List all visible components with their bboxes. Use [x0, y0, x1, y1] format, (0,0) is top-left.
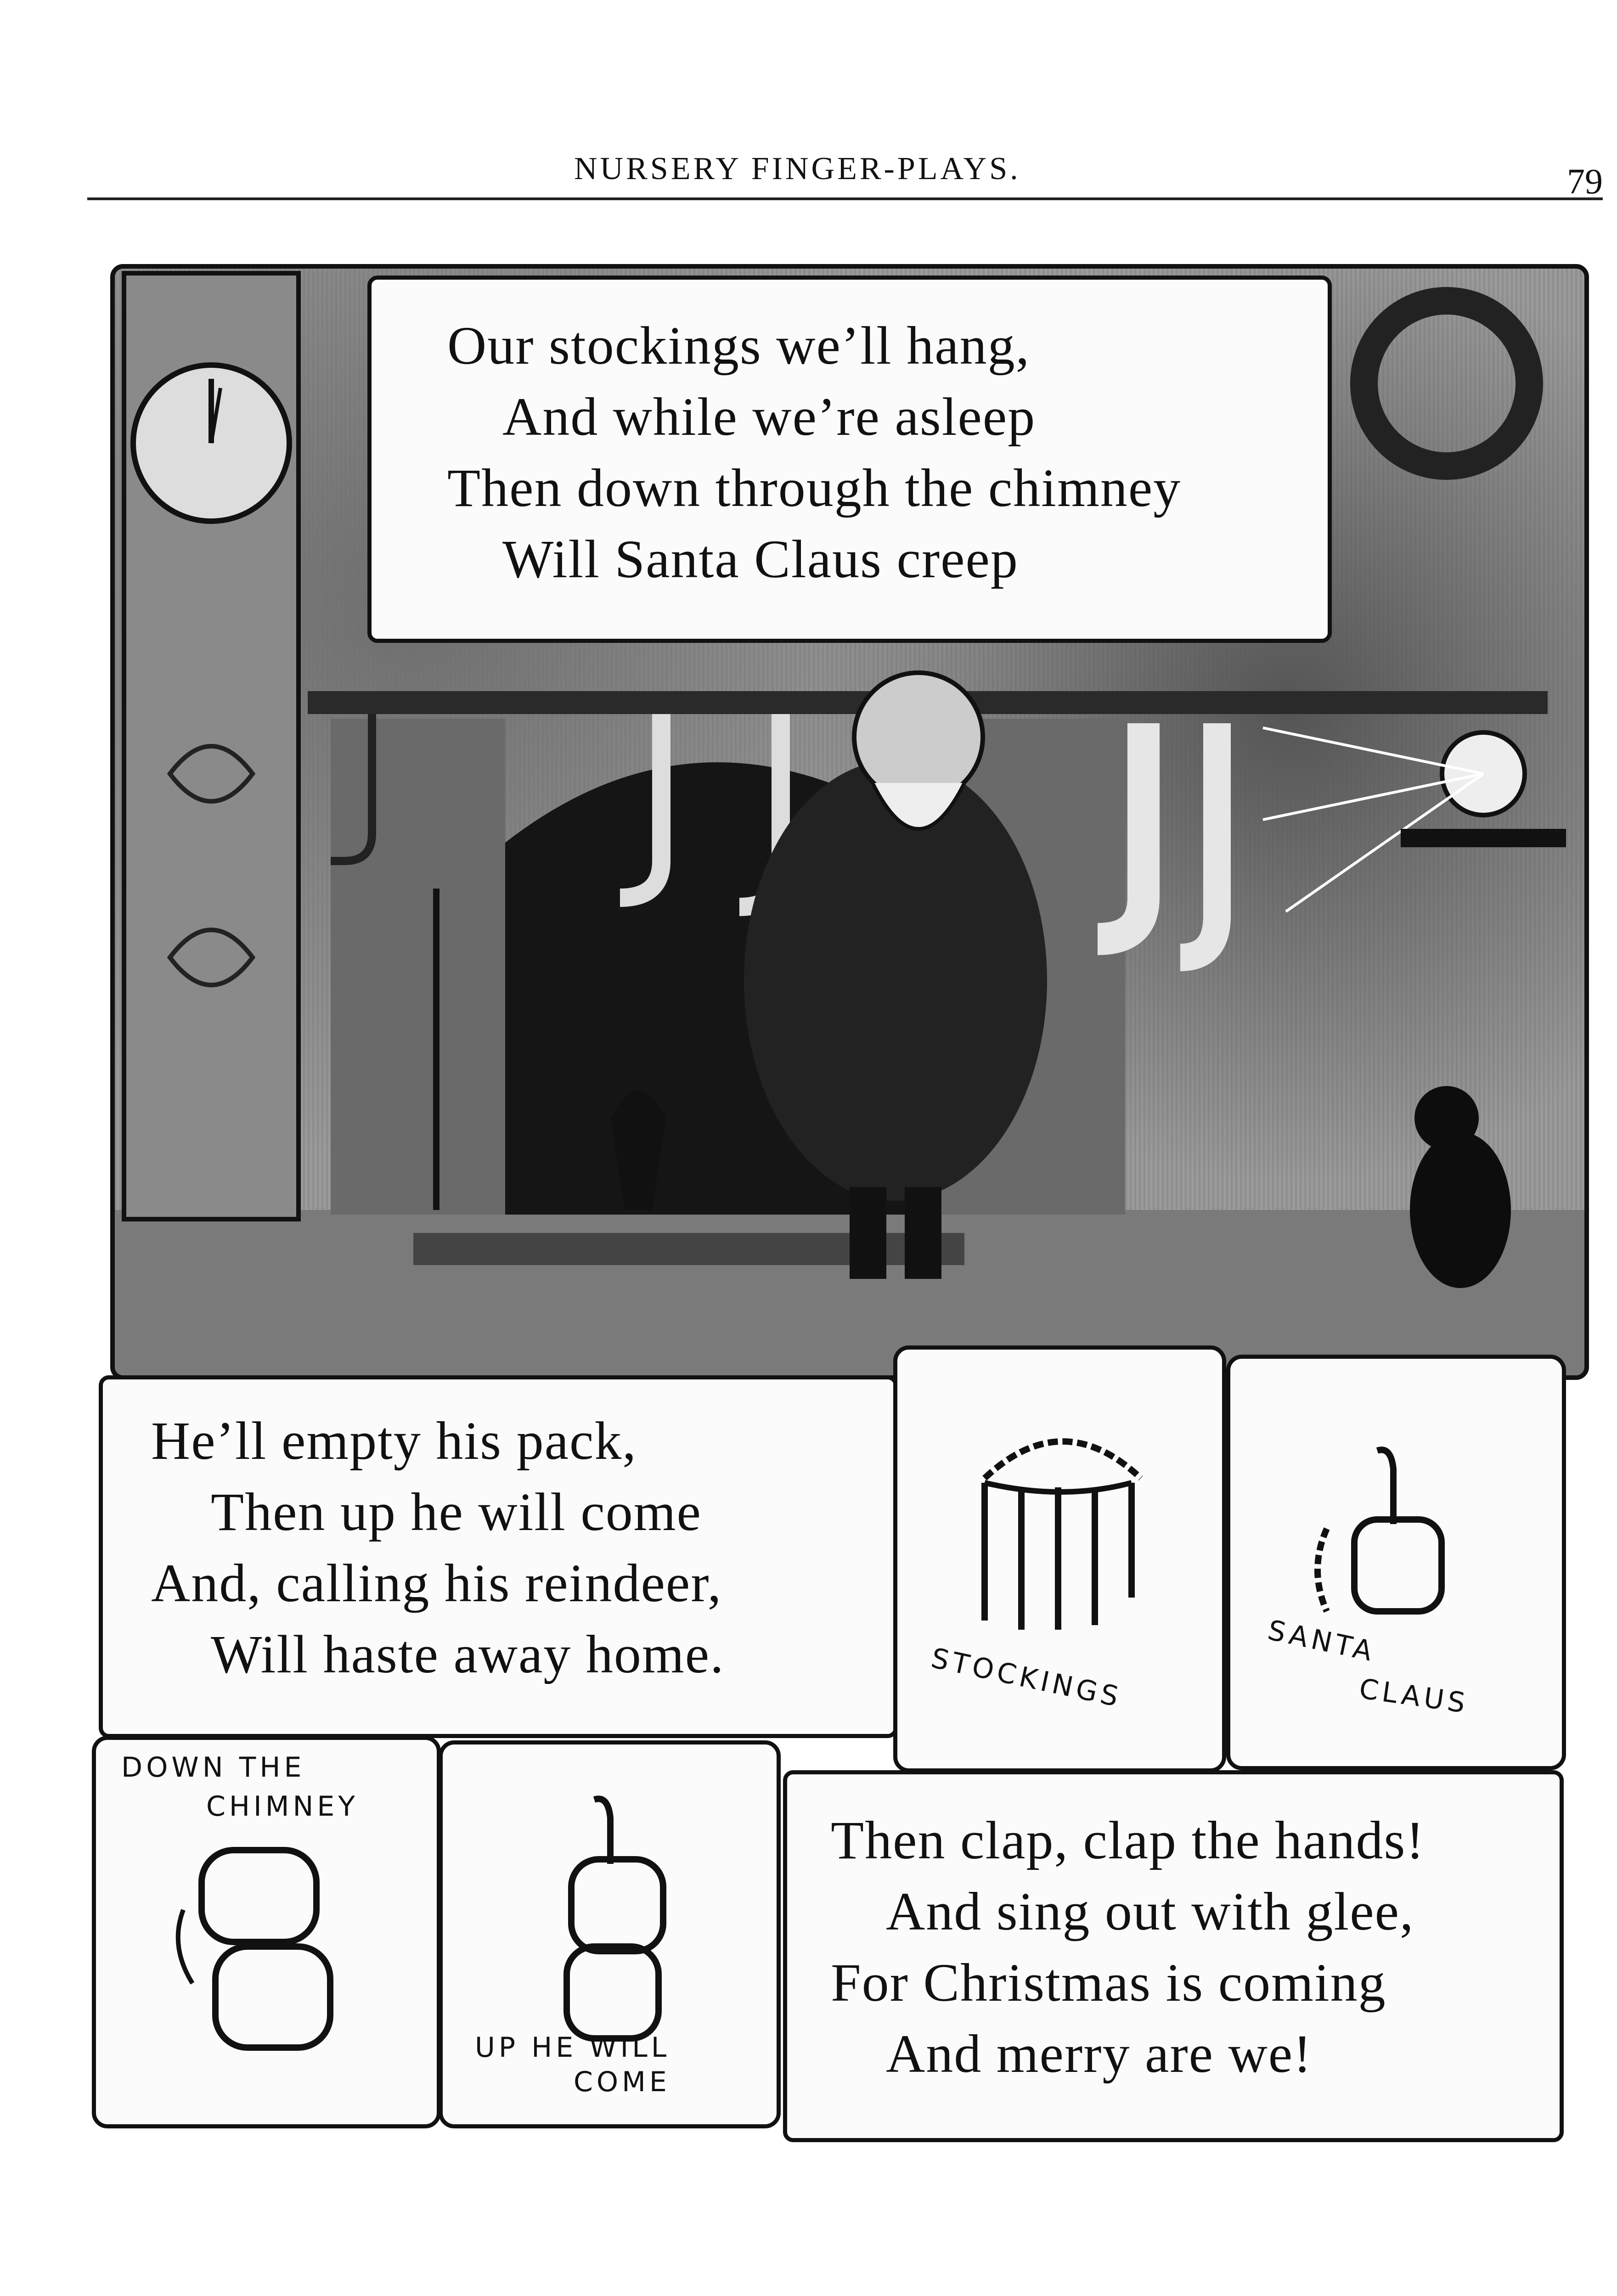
- verse-top-line-1: Our stockings we’ll hang,: [447, 315, 1031, 376]
- santa-head: [854, 673, 983, 801]
- stockings-hand-icon: [966, 1423, 1159, 1634]
- wreath: [1364, 301, 1529, 466]
- label-up-he-will: UP HE WILL: [475, 2032, 670, 2064]
- lamp-table: [1401, 829, 1566, 847]
- hand-panel-santa-claus: [1226, 1355, 1566, 1770]
- page-number: 79: [1567, 161, 1603, 201]
- santa-boot-right: [905, 1187, 941, 1279]
- black-cat: [1410, 1132, 1511, 1288]
- fireplace-left-wall: [331, 719, 505, 1215]
- hand-panel-stockings: [893, 1345, 1226, 1773]
- label-santa: SANTA: [1265, 1614, 1379, 1668]
- verse-top-line-4: Will Santa Claus creep: [502, 529, 1019, 589]
- verse-panel-middle: [99, 1375, 898, 1738]
- hand-panel-up-he-will-come: [439, 1740, 781, 2128]
- hand-panel-down-the-chimney: [92, 1736, 441, 2128]
- verse-top-line-3: Then down through the chimney: [447, 458, 1182, 518]
- verse-panel-bottom: [783, 1770, 1564, 2142]
- verse-middle-line-2: Then up he will come: [211, 1482, 702, 1542]
- label-stockings: STOCKINGS: [928, 1642, 1125, 1714]
- label-down-the: DOWN THE: [121, 1751, 305, 1784]
- santa-claus: [744, 760, 1047, 1201]
- santa-boot-left: [850, 1187, 886, 1279]
- running-title: NURSERY FINGER-PLAYS.: [574, 151, 1021, 186]
- up-he-will-come-hands-icon: [535, 1790, 686, 2048]
- label-chimney: CHIMNEY: [206, 1790, 359, 1823]
- santa-thumbs-up-icon: [1299, 1441, 1474, 1634]
- stocking-5: [1180, 723, 1217, 957]
- verse-panel-top: [367, 276, 1332, 643]
- cat-head: [1414, 1086, 1479, 1150]
- verse-middle-line-1: He’ll empty his pack,: [151, 1411, 637, 1471]
- verse-bottom-line-1: Then clap, clap the hands!: [831, 1810, 1425, 1870]
- verse-middle-line-4: Will haste away home.: [211, 1624, 725, 1684]
- verse-bottom-line-3: For Christmas is coming: [831, 1953, 1386, 2013]
- verse-bottom-line-4: And merry are we!: [886, 2024, 1313, 2084]
- label-come: COME: [574, 2066, 670, 2098]
- verse-top-line-2: And while we’re asleep: [502, 387, 1036, 447]
- verse-middle-line-3: And, calling his reindeer,: [151, 1553, 722, 1613]
- down-the-chimney-hands-icon: [174, 1836, 358, 2066]
- label-claus: CLAUS: [1357, 1672, 1471, 1720]
- page-header: [87, 147, 1603, 200]
- verse-bottom-line-2: And sing out with glee,: [886, 1881, 1414, 1941]
